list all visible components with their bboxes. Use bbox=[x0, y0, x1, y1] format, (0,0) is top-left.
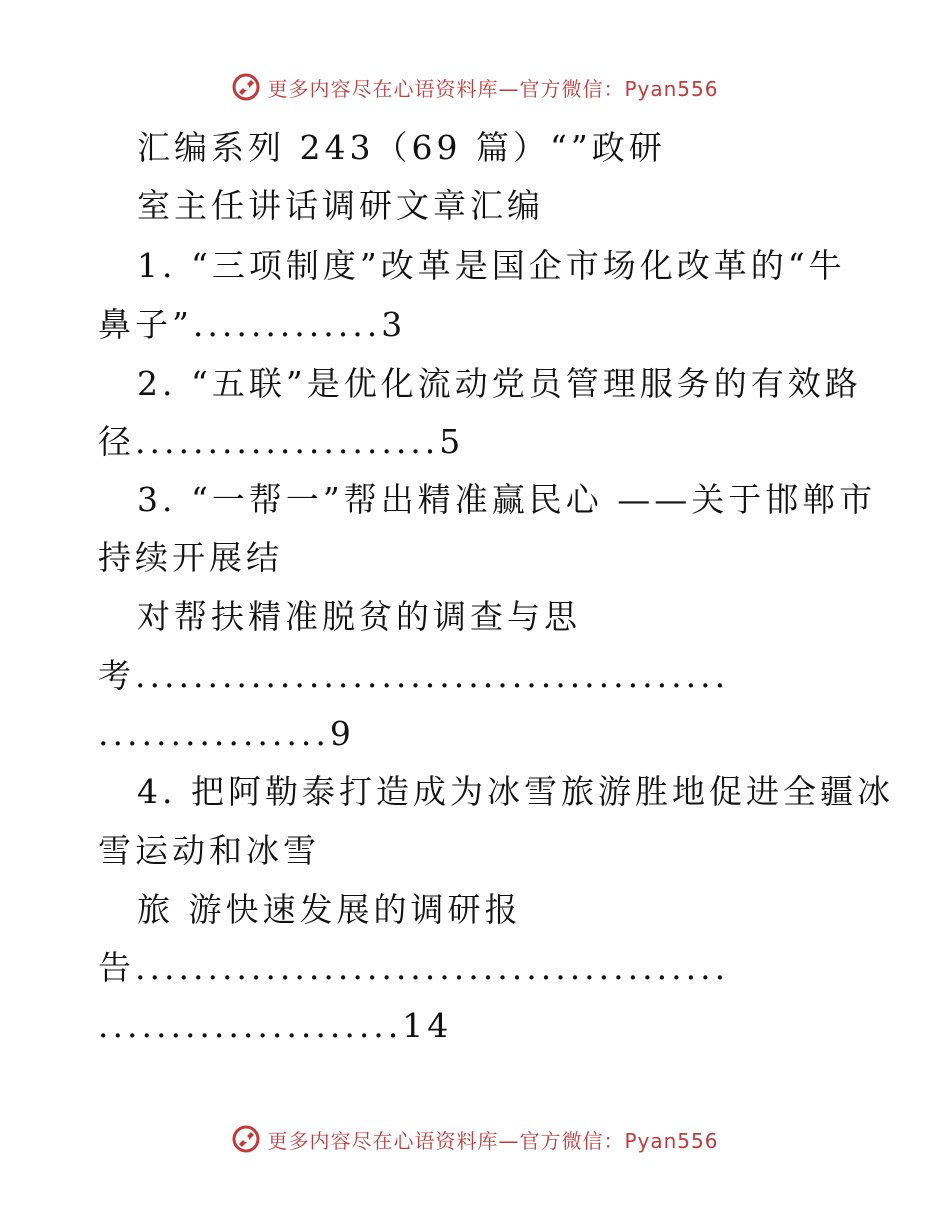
watermark-text: 更多内容尽在心语资料库—官方微信：Pyan556 bbox=[267, 1128, 719, 1153]
logo-icon bbox=[231, 72, 261, 102]
toc-item-2-line-2[interactable]: 径.....................5 bbox=[98, 422, 465, 461]
title-line-2: 室主任讲话调研文章汇编 bbox=[137, 186, 544, 225]
toc-item-4-line-5[interactable]: .....................14 bbox=[98, 1006, 453, 1045]
toc-item-4-line-4[interactable]: 告......................................... bbox=[98, 948, 730, 987]
toc-item-1-line-1[interactable]: 1. “三项制度”改革是国企市场化改革的“牛 bbox=[137, 246, 846, 285]
footer-watermark bbox=[0, 1124, 950, 1154]
toc-item-1-line-2[interactable]: 鼻子”.............3 bbox=[98, 305, 407, 344]
toc-item-3-line-1[interactable]: 3. “一帮一”帮出精准赢民心 ——关于邯郸市 bbox=[137, 480, 877, 519]
toc-item-4-line-3[interactable]: 旅 游快速发展的调研报 bbox=[137, 890, 522, 929]
toc-item-3-line-4[interactable]: 考......................................... bbox=[98, 656, 730, 695]
watermark-text: 更多内容尽在心语资料库—官方微信：Pyan556 bbox=[267, 76, 719, 101]
header-watermark bbox=[0, 72, 950, 102]
toc-item-3-line-3[interactable]: 对帮扶精准脱贫的调查与思 bbox=[137, 597, 581, 636]
toc-item-3-line-2[interactable]: 持续开展结 bbox=[98, 538, 283, 577]
title-line-1: 汇编系列 243（69 篇）“”政研 bbox=[137, 128, 666, 167]
logo-icon bbox=[231, 1124, 261, 1154]
toc-item-4-line-2[interactable]: 雪运动和冰雪 bbox=[98, 831, 320, 870]
toc-item-4-line-1[interactable]: 4. 把阿勒泰打造成为冰雪旅游胜地促进全疆冰 bbox=[137, 772, 894, 811]
toc-item-2-line-1[interactable]: 2. “五联”是优化流动党员管理服务的有效路 bbox=[137, 364, 862, 403]
toc-item-3-line-5[interactable]: ................9 bbox=[98, 714, 355, 753]
